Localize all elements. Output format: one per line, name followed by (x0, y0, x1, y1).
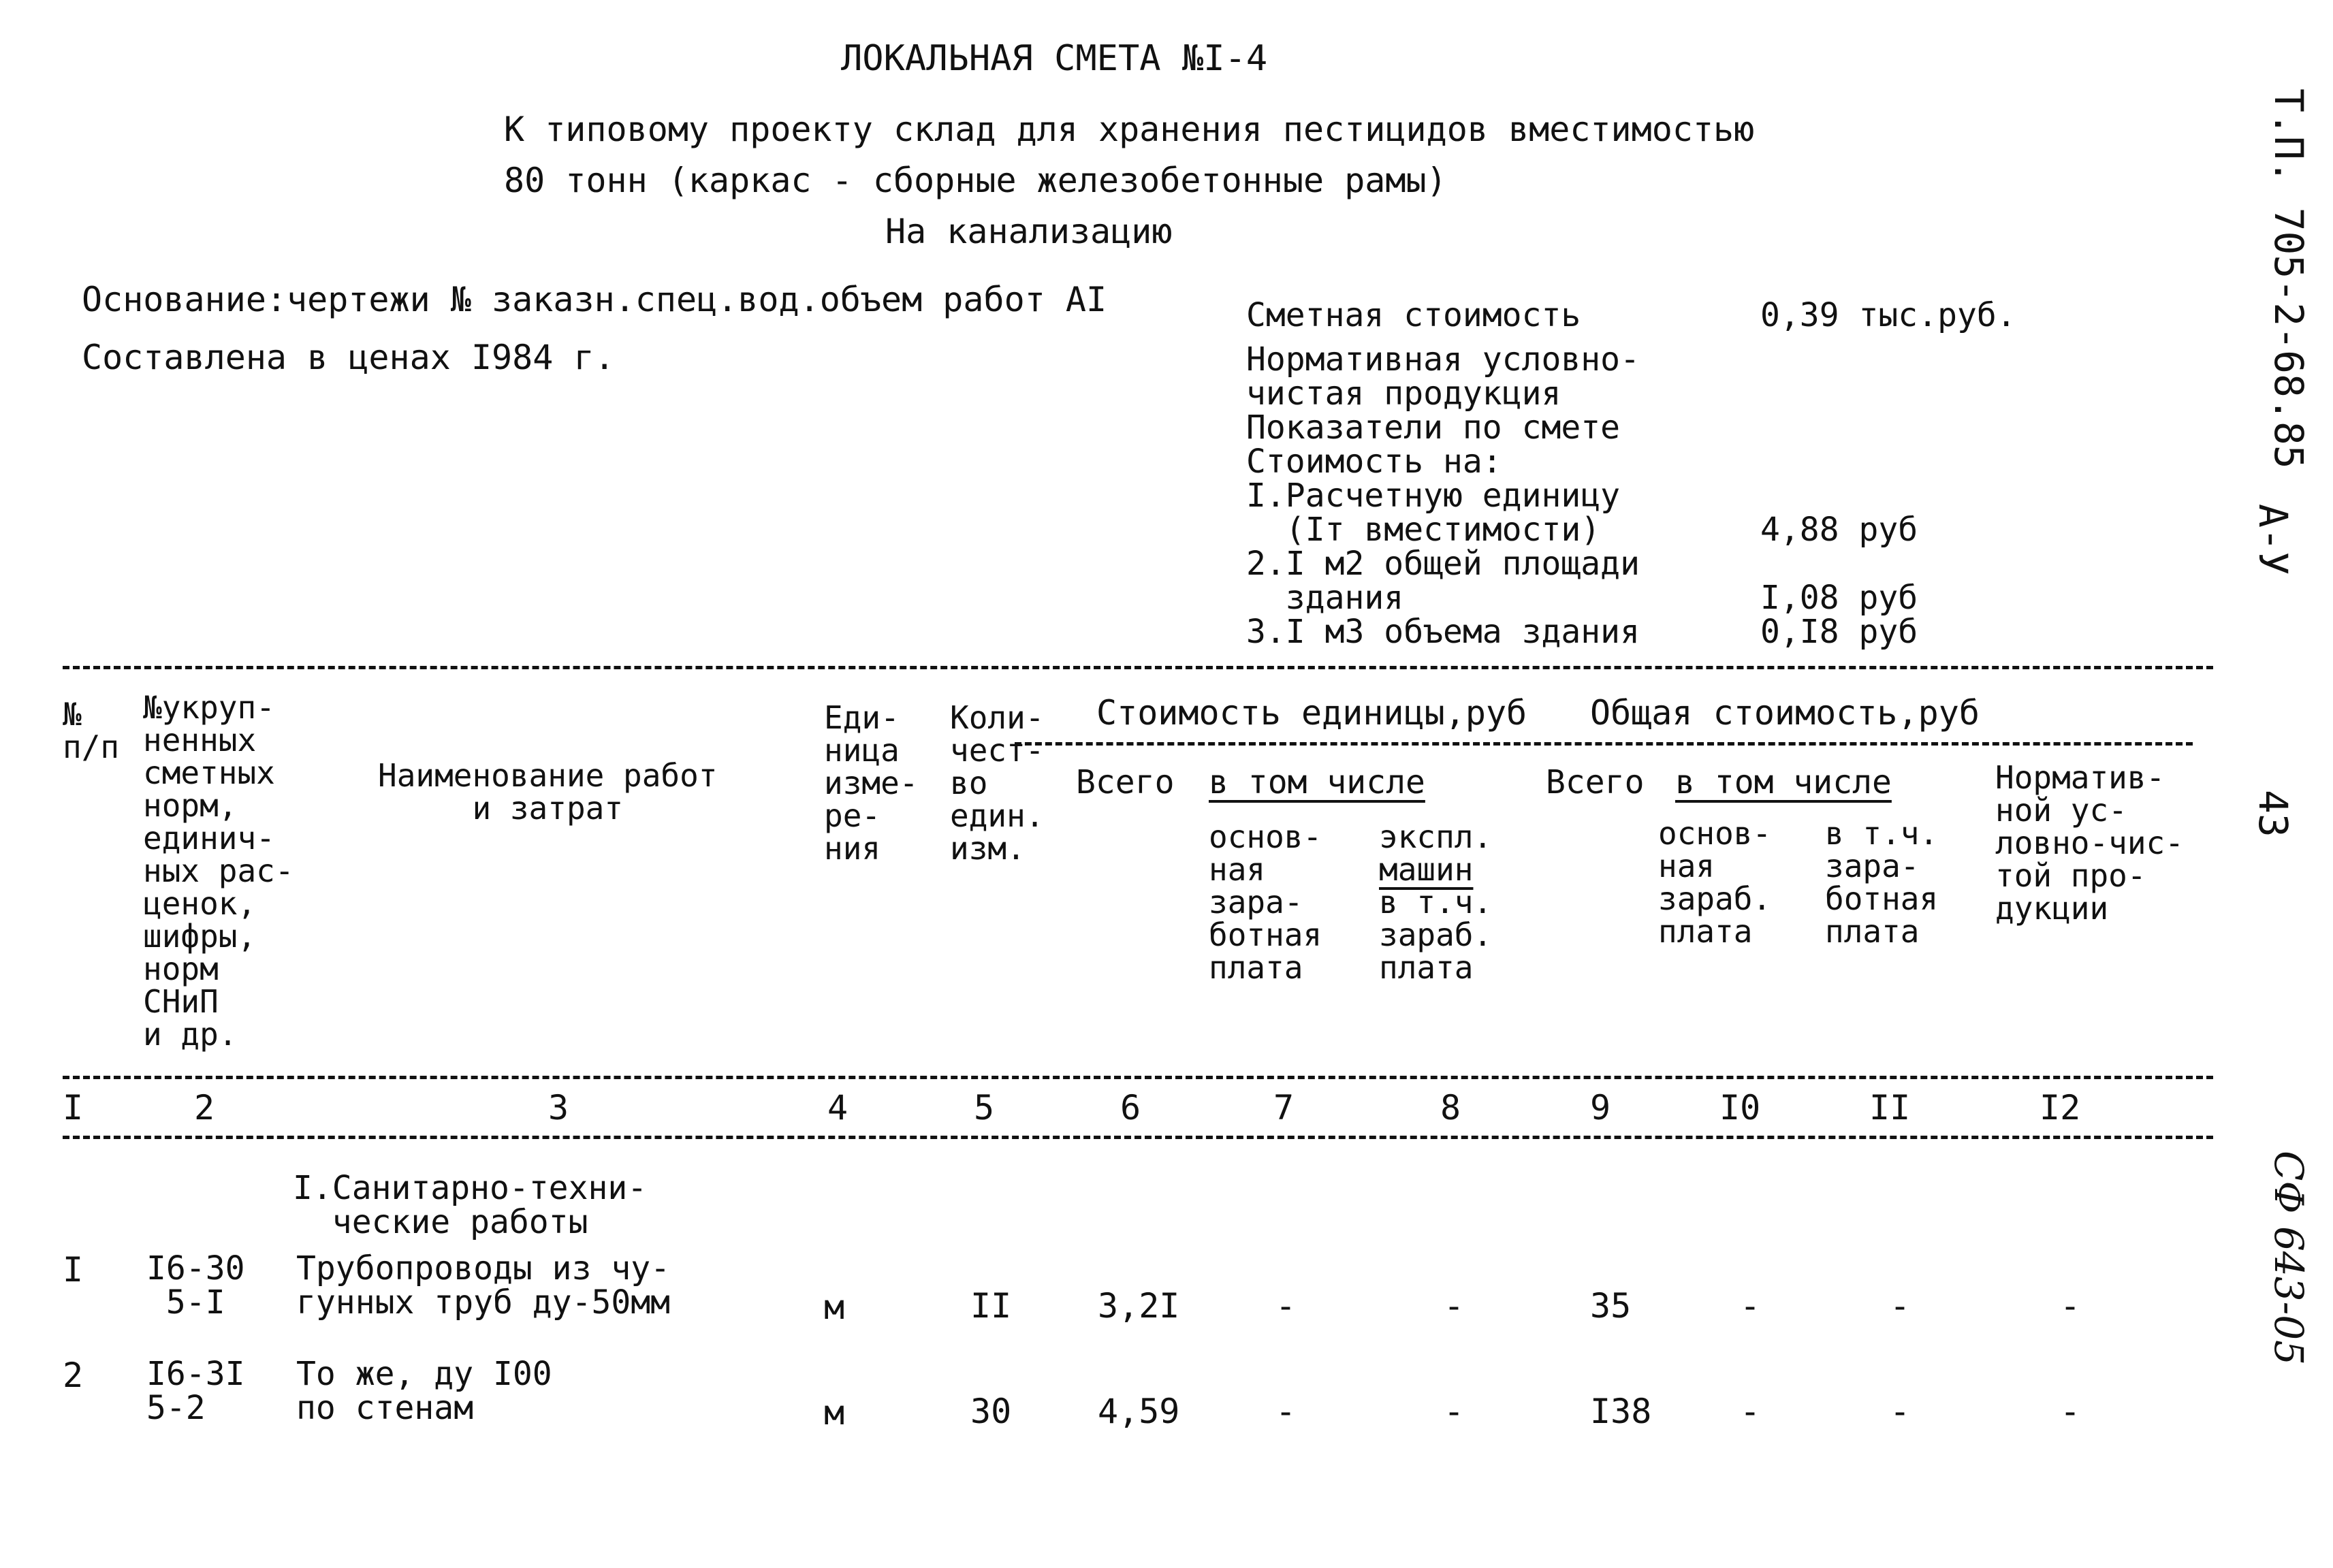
col-number-8: 8 (1440, 1088, 1461, 1127)
header-col-unit-machines: экспл. машин в т.ч. зараб. плата (1379, 818, 1493, 986)
document-title: ЛОКАЛЬНАЯ СМЕТА №I-4 (841, 38, 1268, 79)
side-tp-number: Т.П. 705-2-68.85 (2266, 89, 2312, 469)
col-number-3: 3 (548, 1088, 569, 1127)
row-1-qty: II (970, 1286, 1012, 1326)
col-number-4: 4 (827, 1088, 848, 1127)
cost-header-divider (1015, 742, 2193, 746)
indicator-3-label: 3.I м3 объема здания (1246, 613, 1640, 651)
row-1-unit: м (824, 1287, 845, 1327)
nuchp-label: Нормативная условно- чистая продукция (1246, 340, 1640, 413)
row-1-code: I6-30 5-I (146, 1249, 245, 1322)
basis-line-1: Основание:чертежи № заказн.спец.вод.объем работ АI (82, 280, 1107, 319)
row-2-code: I6-3I 5-2 (146, 1355, 245, 1427)
row-1-total-wage: - (1740, 1286, 1761, 1326)
row-1-unit-wage: - (1275, 1286, 1297, 1326)
header-bottom-divider (63, 1076, 2213, 1079)
indicator-1-label: I.Расчетную единицу (Iт вместимости) (1246, 477, 1621, 549)
row-2-total-wage: - (1740, 1392, 1761, 1431)
header-col-unit-wage: основ- ная зара- ботная плата (1209, 818, 1322, 986)
row-2-unit-total: 4,59 (1098, 1392, 1180, 1431)
header-total-cost: Общая стоимость,руб (1590, 693, 1980, 733)
column-numbers-divider (63, 1136, 2213, 1139)
row-1-unit-total: 3,2I (1098, 1286, 1180, 1326)
row-2-num: 2 (63, 1356, 84, 1395)
cost-on-label: Стоимость на: (1246, 443, 1502, 481)
side-album-code: А-У (2250, 504, 2296, 575)
row-1-name: Трубопроводы из чу- гунных труб ду-50мм (296, 1249, 671, 1322)
row-1-nuchp: - (2060, 1286, 2081, 1326)
col-number-1: I (63, 1088, 84, 1127)
row-2-unit: м (824, 1393, 845, 1433)
indicator-2-value: I,08 руб (1760, 579, 1918, 617)
col-number-10: I0 (1719, 1088, 1761, 1127)
row-2-unit-machines: - (1444, 1392, 1465, 1431)
col-number-11: II (1869, 1088, 1911, 1127)
row-2-nuchp: - (2060, 1392, 2081, 1431)
col-number-12: I2 (2040, 1088, 2081, 1127)
row-1-unit-machines: - (1444, 1286, 1465, 1326)
section-title: I.Санитарно-техни- ческие работы (293, 1169, 648, 1241)
row-1-num: I (63, 1250, 84, 1290)
col-number-6: 6 (1120, 1088, 1141, 1127)
header-col-qty: Коли- чест- во един. изм. (950, 699, 1045, 867)
subtitle-line-3: На канализацию (885, 212, 1173, 251)
header-col-code: №укруп- ненных сметных норм, единич- ных рас- ценок, шифры, норм СНиП и др. (143, 689, 294, 1053)
side-page-number: 43 (2250, 790, 2296, 837)
indicator-1-value: 4,88 руб (1760, 511, 1918, 549)
row-1-total-machine-wage: - (1890, 1286, 1911, 1326)
basis-line-2: Составлена в ценах I984 г. (82, 338, 615, 377)
row-2-total-machine-wage: - (1890, 1392, 1911, 1431)
col-number-7: 7 (1273, 1088, 1295, 1127)
indicator-2-label: 2.I м2 общей площади здания (1246, 545, 1640, 617)
row-1-total: 35 (1590, 1286, 1632, 1326)
header-col-unit: Еди- ница изме- ре- ния (824, 699, 919, 867)
row-2-unit-wage: - (1275, 1392, 1297, 1431)
row-2-total: I38 (1590, 1392, 1652, 1431)
header-col-total-wage: основ- ная зараб. плата (1658, 815, 1772, 950)
col-number-2: 2 (194, 1088, 215, 1127)
header-unit-cost: Стоимость единицы,руб (1096, 693, 1527, 733)
side-handwritten-code: СФ 643-05 (2266, 1151, 2312, 1366)
col-number-5: 5 (974, 1088, 995, 1127)
header-col-name: Наименование работ и затрат (378, 757, 718, 827)
cost-value: 0,39 тыс.руб. (1760, 296, 2016, 334)
subtitle-line-1: К типовому проекту склад для хранения пестицидов вместимостью (504, 110, 1755, 149)
header-col-num: № п/п (63, 696, 120, 765)
header-total-including: в том числе (1675, 763, 1892, 801)
indicator-3-value: 0,I8 руб (1760, 613, 1918, 651)
table-top-divider (63, 666, 2213, 669)
header-col-nuchp: Норматив- ной ус- ловно-чис- той про- дукции (1995, 759, 2184, 927)
col-number-9: 9 (1590, 1088, 1611, 1127)
cost-label: Сметная стоимость (1246, 296, 1581, 334)
row-2-qty: 30 (970, 1392, 1012, 1431)
header-col-total-machine-wage: в т.ч. зара- ботная плата (1825, 815, 1939, 950)
header-total-total: Всего (1546, 763, 1645, 801)
header-unit-including: в том числе (1209, 763, 1425, 801)
indicators-label: Показатели по смете (1246, 409, 1621, 447)
subtitle-line-2: 80 тонн (каркас - сборные железобетонные рамы) (504, 161, 1447, 200)
header-unit-total: Всего (1076, 763, 1175, 801)
row-2-name: То же, ду I00 по стенам (296, 1355, 552, 1427)
